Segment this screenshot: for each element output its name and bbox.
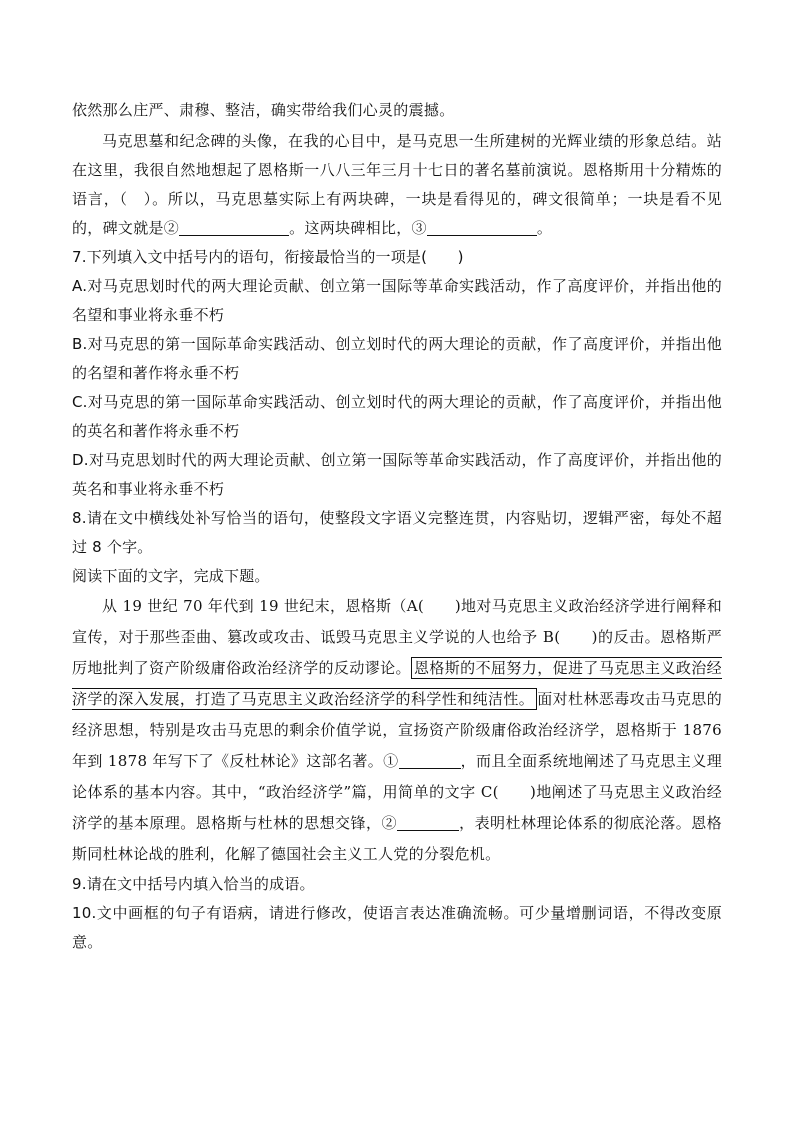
question-7-stem: 7.下列填入文中括号内的语句，衔接最恰当的一项是( ) [72,248,464,266]
passage1-text-mid: 。这两块碑相比，③ [289,219,427,237]
passage1-paragraph [72,127,722,243]
passage2-paragraph [72,591,722,870]
passage1-text: 马克思墓和纪念碑的头像，在我的心目中，是马克思一生所建树的光辉业绩的形象总结。站在这里，我很自然地想起了恩格斯一八八三年三月十七日的著名墓前演说。恩格斯用十分精炼的语言，（ ）。所以，马克思墓实际上有两块碑，一块是看得见的，碑文很简单；一块是看不见的，碑文就是② [72,132,722,237]
question-7-option-c: C.对马克思的第一国际革命实践活动、创立划时代的两大理论的贡献，作了高度评价，并指出他的英名和著作将永垂不朽 [72,393,722,440]
question-8-stem: 8.请在文中横线处补写恰当的语句，使整段文字语义完整连贯，内容贴切，逻辑严密，每处不超过 8 个字。 [72,509,722,556]
framed-sentence: 恩格斯的不屈努力，促进了马克思主义政治经济学的深入发展，打造了马克思主义政治经济学的科学性和纯洁性。 [72,659,722,708]
document-page [72,96,722,957]
reading-instruction: 阅读下面的文字，完成下题。 [72,567,270,585]
passage1-text-end: 。 [536,219,553,237]
passage2-part1: 从 19 世纪 70 年代到 19 世纪末，恩格斯（A( )地对马克思主义政治经济学进行阐释和宣传，对于那些歪曲、篡改或攻击、诋毁马克思主义学说的人也给予 B( )的反击。恩格斯严厉地批判了资产阶级庸俗政治经济学的反动谬论。 [72,597,722,677]
blank-1 [399,750,461,769]
question-7-option-d: D.对马克思划时代的两大理论贡献、创立第一国际等革命实践活动，作了高度评价，并指出他的英名和事业将永垂不朽 [72,451,722,498]
blank-2 [179,217,289,236]
blank-3 [427,217,537,236]
passage2-part3: ，而且全面系统地阐述了马克思主义理论体系的基本内容。其中，“政治经济学”篇，用简单的文字 C( )地阐述了马克思主义政治经济学的基本原理。恩格斯与杜林的思想交锋，② [72,752,722,832]
question-7-option-a: A.对马克思划时代的两大理论贡献、创立第一国际等革命实践活动，作了高度评价，并指出他的名望和事业将永垂不朽 [72,277,722,324]
passage2-part2: 面对杜林恶毒攻击马克思的经济思想，特别是攻击马克思的剩余价值学说，宣扬资产阶级庸俗政治经济学，恩格斯于 1876 年到 1878 年写下了《反杜林论》这部名著。① [72,690,722,770]
passage1-intro-line: 依然那么庄严、肃穆、整洁，确实带给我们心灵的震撼。 [72,101,455,119]
blank-2b [397,812,459,831]
question-9-stem: 9.请在文中括号内填入恰当的成语。 [72,875,315,893]
question-7-option-b: B.对马克思的第一国际革命实践活动、创立划时代的两大理论的贡献，作了高度评价，并指出他的名望和著作将永垂不朽 [72,335,722,382]
passage2-part4: ，表明杜林理论体系的彻底沦落。恩格斯同杜林论战的胜利，化解了德国社会主义工人党的分裂危机。 [72,814,722,863]
question-10-stem: 10.文中画框的句子有语病，请进行修改，使语言表达准确流畅。可少量增删词语，不得改变原意。 [72,904,722,951]
